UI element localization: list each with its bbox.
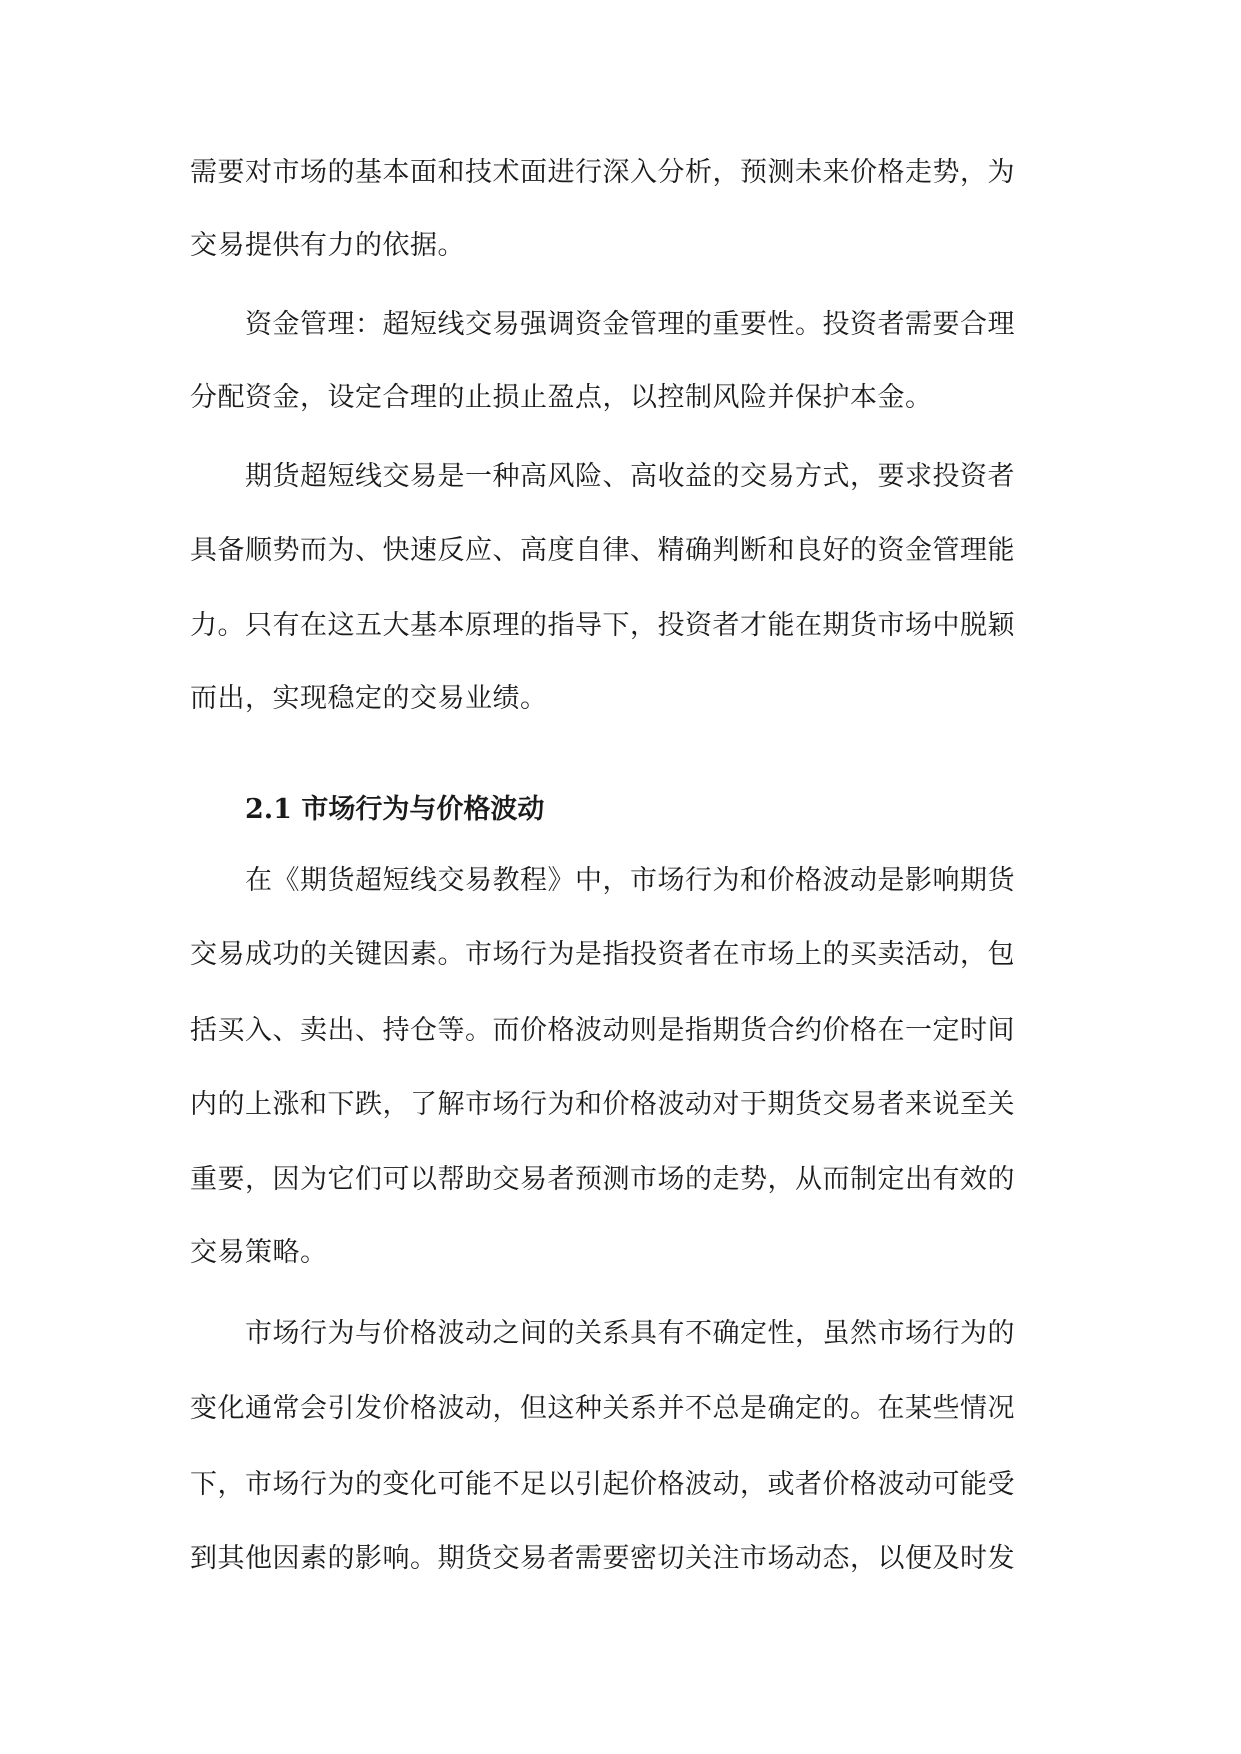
text-line: 需要对市场的基本面和技术面进行深入分析，预测未来价格走势，为 [190, 157, 1015, 188]
text-line: 交易提供有力的依据。 [190, 230, 465, 261]
section-heading: 2.1 市场行为与价格波动 [245, 794, 545, 825]
text-line: 内的上涨和下跌，了解市场行为和价格波动对于期货交易者来说至关 [190, 1089, 1015, 1120]
text-line: 而出，实现稳定的交易业绩。 [190, 683, 548, 714]
text-line: 具备顺势而为、快速反应、高度自律、精确判断和良好的资金管理能 [190, 535, 1015, 566]
text-line: 括买入、卖出、持仓等。而价格波动则是指期货合约价格在一定时间 [190, 1015, 1015, 1046]
text-line: 变化通常会引发价格波动，但这种关系并不总是确定的。在某些情况 [190, 1393, 1015, 1424]
text-line: 下，市场行为的变化可能不足以引起价格波动，或者价格波动可能受 [190, 1469, 1015, 1500]
text-line: 期货超短线交易是一种高风险、高收益的交易方式，要求投资者 [190, 461, 1015, 492]
text-line: 重要，因为它们可以帮助交易者预测市场的走势，从而制定出有效的 [190, 1164, 1015, 1195]
text-line: 交易策略。 [190, 1237, 328, 1268]
text-line: 到其他因素的影响。期货交易者需要密切关注市场动态，以便及时发 [190, 1543, 1015, 1574]
text-line: 在《期货超短线交易教程》中，市场行为和价格波动是影响期货 [190, 865, 1015, 896]
text-line: 力。只有在这五大基本原理的指导下，投资者才能在期货市场中脱颖 [190, 610, 1015, 641]
text-line: 分配资金，设定合理的止损止盈点，以控制风险并保护本金。 [190, 382, 933, 413]
text-line: 交易成功的关键因素。市场行为是指投资者在市场上的买卖活动，包 [190, 939, 1015, 970]
text-line: 市场行为与价格波动之间的关系具有不确定性，虽然市场行为的 [190, 1318, 1015, 1349]
text-line: 资金管理：超短线交易强调资金管理的重要性。投资者需要合理 [190, 309, 1015, 340]
